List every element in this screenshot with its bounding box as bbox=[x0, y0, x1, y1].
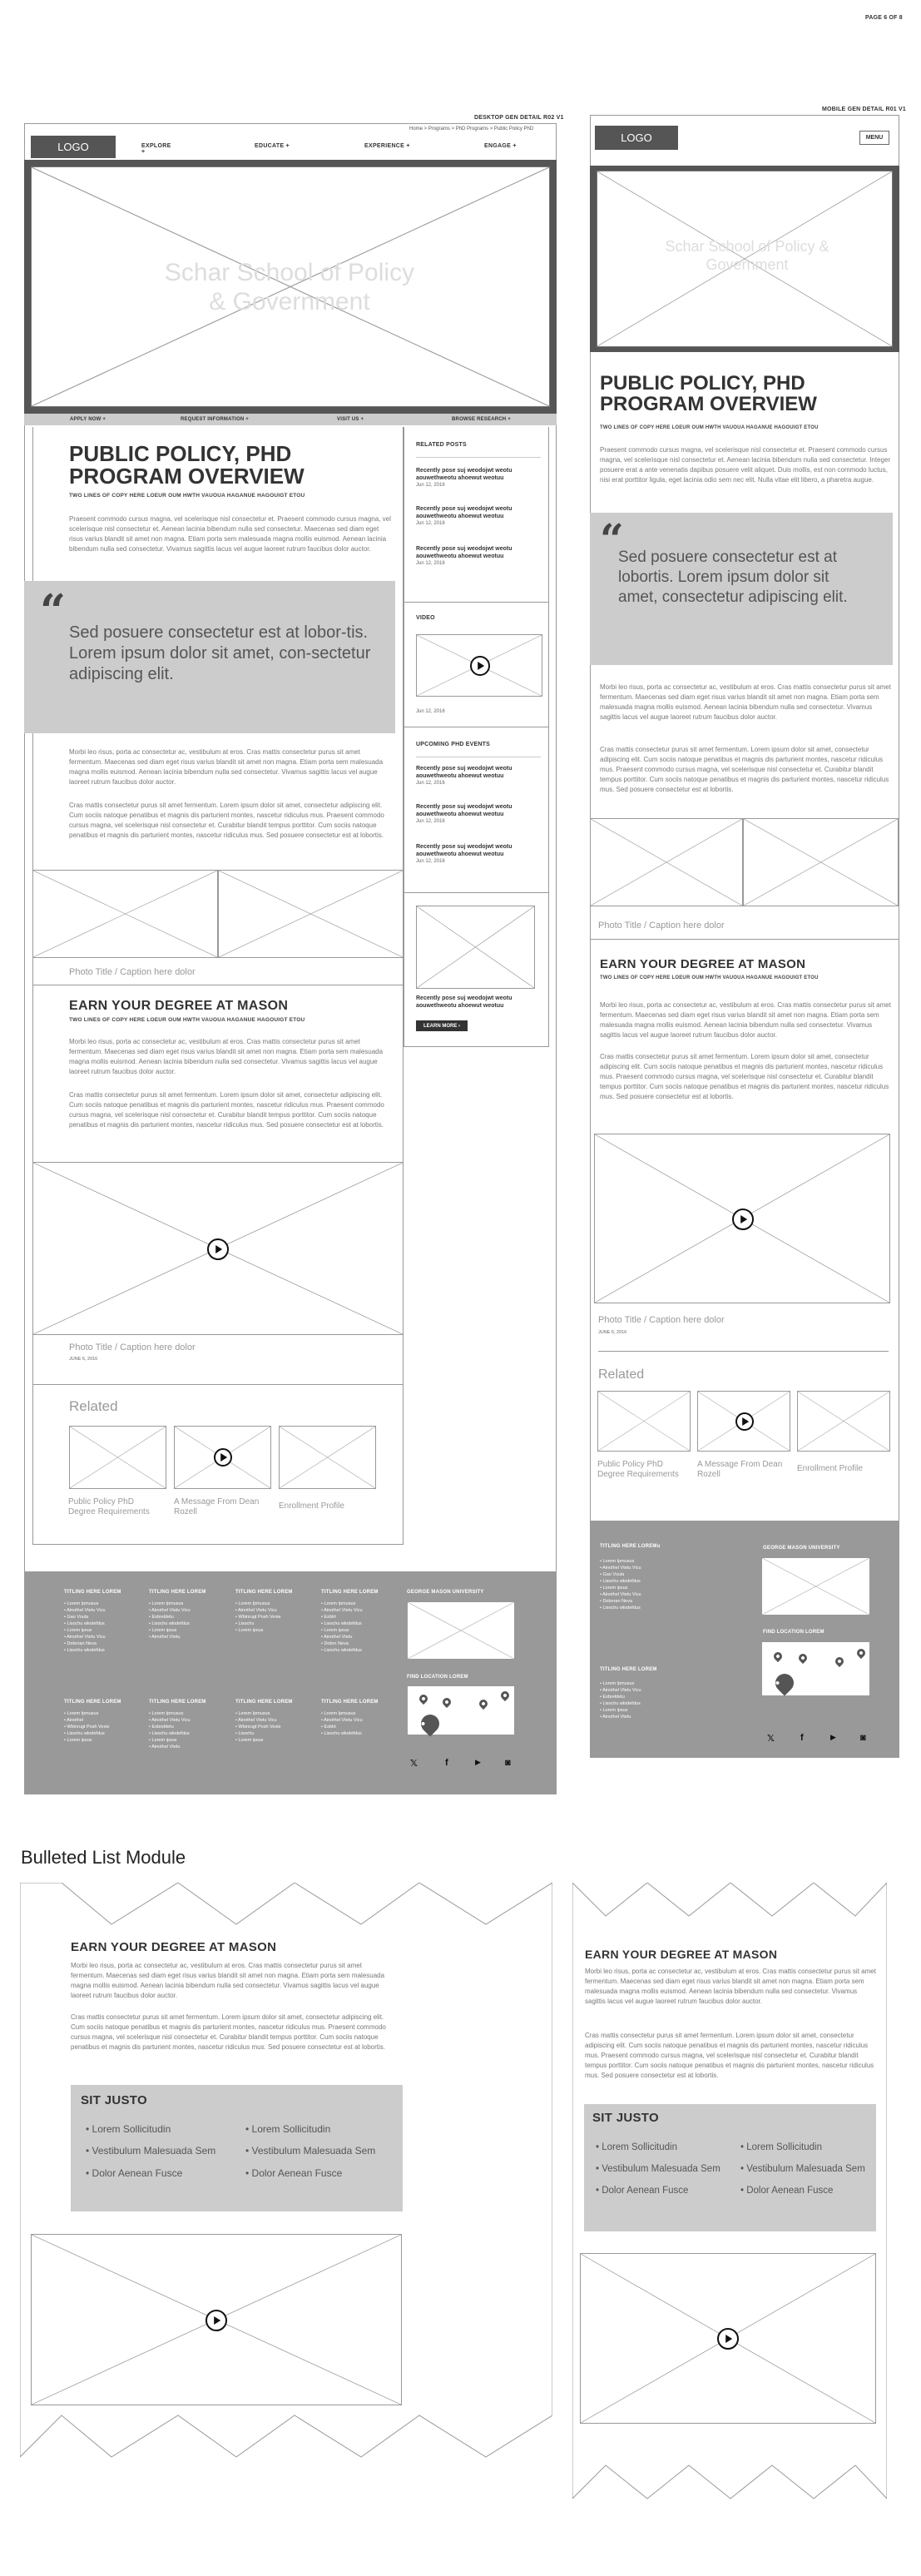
play-icon[interactable] bbox=[205, 2310, 227, 2331]
play-icon[interactable] bbox=[470, 656, 490, 676]
bl-heading: EARN YOUR DEGREE AT MASON bbox=[71, 1940, 277, 1954]
footer-column-heading: TITLING HERE LOREM bbox=[149, 1700, 206, 1705]
twitter-icon[interactable]: 𝕏 bbox=[767, 1734, 775, 1744]
quote-text: Sed posuere consectetur est at lobortis. Lorem ipsum dolor sit amet, consectetur adipiscing elit. bbox=[618, 548, 848, 606]
list-item[interactable]: • Lorem Ipmusus bbox=[600, 1681, 635, 1686]
sidebar-video[interactable] bbox=[416, 634, 542, 697]
bl-video[interactable] bbox=[31, 2234, 402, 2405]
related-label-1[interactable]: Public Policy PhD Degree Requirements bbox=[68, 1497, 150, 1516]
desktop-para2: Cras mattis consectetur purus sit amet fermentum. Lorem ipsum dolor sit amet, consectetur adipiscing elit. Cum sociis natoque penatibus et magnis dis parturient montes, nascetur ridiculus mus. Praesent commodo cursus magna, vel scelerisque nisl consectetur et. Curabitur blandit tempus porttitor. Cum sociis natoque penatibus et magnis dis parturient montes, nascetur ridiculus mus. Sed posuere consectetur est at lobortis. bbox=[69, 802, 384, 839]
youtube-icon[interactable]: ▶ bbox=[830, 1733, 836, 1741]
desktop-para1: Morbi leo risus, porta ac consectetur ac, vestibulum at eros. Cras mattis consectetur purus sit amet fermentum. Maecenas sed diam eget risus varius blandit sit amet non magna. Etiam porta sem malesuada magna mollis euismod. Aenean lacinia bibendum nulla sed consectetur. Vivamus sagittis lacus vel augue laoreet rutrum faucibus dolor auctor. bbox=[69, 748, 384, 786]
footer-link[interactable]: • Lorem Ipmusus bbox=[235, 1601, 270, 1606]
footer-column bbox=[321, 1700, 379, 1738]
mobile-heading: PUBLIC POLICY, PHD PROGRAM OVERVIEW bbox=[600, 372, 817, 416]
facebook-icon[interactable]: f bbox=[800, 1733, 804, 1743]
footer-link[interactable]: • Exbreldetu bbox=[149, 1724, 174, 1730]
footer-link[interactable]: • Ainothel Vtetu bbox=[321, 1634, 353, 1640]
quote-mark-icon: “ bbox=[600, 514, 624, 563]
mobile-image-1 bbox=[590, 818, 743, 906]
desktop-image-1 bbox=[32, 870, 218, 958]
list-item[interactable]: • Gao Voula bbox=[600, 1571, 625, 1577]
footer-link[interactable]: • Lorem Ipmusus bbox=[321, 1601, 356, 1606]
list-item[interactable]: • Lorem ipsus bbox=[600, 1707, 628, 1713]
footer-link[interactable]: • Lisochu wlodefdus bbox=[149, 1621, 190, 1626]
footer-column bbox=[64, 1590, 121, 1655]
bl-mobile-list-box bbox=[584, 2104, 876, 2231]
footer-column-heading: TITLING HERE LOREM bbox=[64, 1590, 121, 1595]
mobile-title: MOBILE GEN DETAIL R01 V1 bbox=[822, 107, 907, 112]
mobile-footer-heading-1: TITLING HERE LOREMu bbox=[600, 1544, 661, 1549]
nav-engage[interactable]: ENGAGE + bbox=[484, 143, 517, 149]
mobile-para3: Morbi leo risus, porta ac consectetur ac, vestibulum at eros. Cras mattis consectetur purus sit amet fermentum. Maecenas sed diam eget risus varius blandit sit amet non magna. Etiam porta sem malesuada magna mollis euismod. Aenean lacinia bibendum nulla sed consectetur. Vivamus sagittis lacus vel augue laoreet rutrum faucibus dolor auctor. bbox=[600, 1001, 891, 1039]
footer-link[interactable]: • Exbtrt bbox=[321, 1724, 336, 1730]
footer-link[interactable]: • Lorem ipsus bbox=[64, 1627, 92, 1633]
footer-link[interactable]: • Lorem ipsus bbox=[149, 1737, 177, 1743]
related-label-1[interactable]: Public Policy PhD Degree Requirements bbox=[597, 1460, 679, 1479]
footer-link[interactable]: • Wbinrugt Posh Vexie bbox=[235, 1724, 281, 1730]
play-icon[interactable] bbox=[732, 1209, 754, 1230]
footer-link[interactable]: • Gao Voula bbox=[64, 1614, 89, 1620]
mobile-video-date: JUNE 6, 2016 bbox=[598, 1330, 627, 1335]
mobile-quote bbox=[590, 513, 893, 665]
subnav-request[interactable]: REQUEST INFORMATION + bbox=[181, 417, 249, 422]
sidebar-event[interactable]: Recently pose suj weodojwt weotu aouwethweotu ahoewut weotuu Jun 12, 2016 bbox=[416, 804, 512, 824]
footer-link[interactable]: • Exbtrt bbox=[321, 1614, 336, 1620]
list-item[interactable]: • Vestibulum Malesuada Sem bbox=[86, 2145, 216, 2157]
footer-link[interactable]: • Ainothel Vtetu Vicu bbox=[235, 1607, 277, 1613]
footer-column-heading: TITLING HERE LOREM bbox=[64, 1700, 121, 1705]
bl-mobile-para1: Morbi leo risus, porta ac consectetur ac, vestibulum at eros. Cras mattis consectetur purus sit amet fermentum. Maecenas sed diam eget risus varius blandit sit amet non magna. Etiam porta sem malesuada magna mollis euismod. Aenean lacinia bibendum nulla sed consectetur. Vivamus sagittis lacus vel augue laoreet rutrum faucibus dolor auctor. bbox=[585, 1968, 876, 2005]
list-item[interactable]: • Lorem ipsus bbox=[600, 1585, 628, 1591]
list-item[interactable]: • Ainothel Vtetu Vicu bbox=[600, 1687, 641, 1693]
quote-mark-icon: “ bbox=[40, 584, 67, 638]
related-image-1[interactable] bbox=[597, 1391, 691, 1452]
footer-link[interactable]: • Ainothel bbox=[64, 1717, 84, 1723]
bl-mobile-video[interactable] bbox=[580, 2253, 876, 2424]
footer-link[interactable]: • Lorem Ipmusus bbox=[235, 1711, 270, 1716]
nav-explore[interactable]: EXPLORE + bbox=[141, 143, 171, 155]
footer-link[interactable]: • Ainothel Vtetu Vicu bbox=[64, 1634, 106, 1640]
footer-column bbox=[235, 1700, 293, 1745]
footer-link[interactable]: • Ainothel Vtetu Vicu bbox=[149, 1717, 191, 1723]
footer-link[interactable]: • Lorem Ipmusus bbox=[64, 1601, 99, 1606]
sidebar-promo-text: Recently pose suj weodojwt weotu aouwethweotu ahoewut weotuu bbox=[416, 995, 512, 1009]
bulleted-title: Bulleted List Module bbox=[21, 1847, 186, 1868]
footer-link[interactable]: • Lorem ipsus bbox=[149, 1627, 177, 1633]
footer-link[interactable]: • Wbinrugt Posh Vexie bbox=[235, 1614, 281, 1620]
footer-column bbox=[235, 1590, 293, 1635]
desktop-para3: Morbi leo risus, porta ac consectetur ac, vestibulum at eros. Cras mattis consectetur purus sit amet fermentum. Maecenas sed diam eget risus varius blandit sit amet non magna. Etiam porta sem malesuada magna mollis euismod. Aenean lacinia bibendum nulla sed consectetur. Vivamus sagittis lacus vel augue laoreet rutrum faucibus dolor auctor. bbox=[69, 1038, 384, 1075]
mobile-hero bbox=[590, 166, 899, 352]
sidebar-events-heading: UPCOMING PHD EVENTS bbox=[416, 742, 490, 747]
footer-column-heading: TITLING HERE LOREM bbox=[321, 1700, 379, 1705]
related-label-2[interactable]: A Message From Dean Rozell bbox=[174, 1497, 260, 1516]
footer-link[interactable]: • Ainothel Vtetu Vicu bbox=[149, 1607, 191, 1613]
play-icon[interactable] bbox=[735, 1412, 754, 1431]
breadcrumb[interactable]: Home > Programs > PhD Programs > Public Policy PhD bbox=[409, 127, 534, 132]
list-item[interactable]: • Lisochu wlodefdus bbox=[600, 1700, 641, 1706]
desktop-intro: Praesent commodo cursus magna, vel scelerisque nisl consectetur et. Praesent commodo cursus magna, vel scelerisque nisl consectetur et. Aenean lacinia bibendum nulla sed consectetur. Maecenas sed diam eget risus varius blandit sit amet non magna. Etiam porta sem malesuada magna mollis euismod. Aenean lacinia bibendum nulla sed consectetur. Vivamus sagittis lacus vel augue laoreet rutrum faucibus dolor auctor. bbox=[69, 515, 391, 553]
footer-link[interactable]: • Lisochu wlodefdus bbox=[321, 1647, 362, 1653]
bl-list-heading: SIT JUSTO bbox=[592, 2111, 659, 2125]
bl-para1: Morbi leo risus, porta ac consectetur ac, vestibulum at eros. Cras mattis consectetur purus sit amet fermentum. Maecenas sed diam eget risus varius blandit sit amet non magna. Etiam porta sem malesuada magna mollis euismod. Aenean lacinia bibendum nulla sed consectetur. Vivamus sagittis lacus vel augue laoreet rutrum faucibus dolor auctor. bbox=[71, 1962, 385, 1999]
sidebar-post[interactable]: Recently pose suj weodojwt weotu aouwethweotu ahoewut weotuu Jun 12, 2016 bbox=[416, 506, 512, 526]
bl-list-heading: SIT JUSTO bbox=[81, 2093, 147, 2107]
bl-mobile-heading: EARN YOUR DEGREE AT MASON bbox=[585, 1948, 778, 1961]
list-item[interactable]: • Ainothel Vtetu Vicu bbox=[600, 1565, 641, 1571]
page-label: PAGE 6 OF 8 bbox=[865, 15, 903, 21]
desktop-image-2 bbox=[218, 870, 404, 958]
play-icon[interactable] bbox=[717, 2328, 739, 2350]
footer-link[interactable]: • Lorem ipsus bbox=[235, 1627, 264, 1633]
desktop-subnav bbox=[24, 414, 557, 425]
desktop-heading: PUBLIC POLICY, PHD PROGRAM OVERVIEW bbox=[69, 441, 305, 489]
mobile-related-title: Related bbox=[598, 1367, 645, 1382]
desktop-earn-sub: TWO LINES OF COPY HERE LOEUR OUM HWTH VAUOUA HAGANUE HAGOUIGT ETOU bbox=[69, 1017, 305, 1023]
facebook-icon[interactable]: f bbox=[445, 1758, 448, 1768]
mobile-intro: Praesent commodo cursus magna, vel scelerisque nisl consectetur et. Praesent commodo cursus magna, vel scelerisque nisl consectetur et. Aenean lacinia bibendum nulla sed consectetur. Integer posuere erat a ante venenatis dapibus posuere velit aliquet. Duis mollis, est non commodo luctus, nisi erat porttitor ligula, eget lacinia odio sem nec elit. Nulla vitae elit libero, a pharetra augue. bbox=[600, 446, 891, 484]
list-item[interactable]: • Dolor Aenean Fusce bbox=[245, 2167, 343, 2179]
sidebar-promo-image bbox=[416, 906, 535, 989]
footer-link[interactable]: • Lorem Ipmusus bbox=[149, 1711, 184, 1716]
list-item[interactable]: • Vestibulum Malesuada Sem bbox=[596, 2164, 720, 2175]
footer-link[interactable]: • Lorem ipsus bbox=[321, 1627, 349, 1633]
footer-link[interactable]: • Lisochu wlodefdus bbox=[149, 1730, 190, 1736]
footer-link[interactable]: • Lisochu bbox=[235, 1730, 255, 1736]
footer-link[interactable]: • Ainothel Vtetu Vicu bbox=[235, 1717, 277, 1723]
youtube-icon[interactable]: ▶ bbox=[475, 1758, 481, 1766]
footer-gmu-image bbox=[761, 1557, 870, 1616]
instagram-icon[interactable]: ◙ bbox=[860, 1733, 866, 1743]
related-image-3[interactable] bbox=[279, 1426, 376, 1489]
play-icon[interactable] bbox=[214, 1448, 232, 1467]
desktop-title: DESKTOP GEN DETAIL R02 V1 bbox=[474, 115, 564, 121]
mobile-footer bbox=[590, 1521, 899, 1758]
list-item[interactable]: • Vestibulum Malesuada Sem bbox=[740, 2164, 865, 2175]
footer-column-heading: TITLING HERE LOREM bbox=[321, 1590, 379, 1595]
list-item[interactable]: • Vestibulum Malesuada Sem bbox=[245, 2145, 376, 2157]
footer-link[interactable]: • Ainothel Vtetu Vicu bbox=[64, 1607, 106, 1613]
list-item[interactable]: • Dolor Aenean Fusce bbox=[740, 2186, 834, 2196]
footer-link[interactable]: • Ainothel Vtetu Vicu bbox=[321, 1717, 363, 1723]
footer-link[interactable]: • Doboran Neva bbox=[64, 1640, 97, 1646]
play-icon[interactable] bbox=[207, 1238, 229, 1260]
mobile-para4: Cras mattis consectetur purus sit amet fermentum. Lorem ipsum dolor sit amet, consectetur adipiscing elit. Cum sociis natoque penatibus et magnis dis parturient montes, nascetur ridiculus mus. Praesent commodo cursus magna, vel scelerisque nisl consectetur et. Curabitur blandit tempus porttitor. Cum sociis natoque penatibus et magnis dis parturient montes, nascetur ridiculus mus. Sed posuere consectetur est at lobortis. bbox=[600, 1053, 889, 1100]
learn-more-button[interactable]: LEARN MORE › bbox=[416, 1020, 468, 1031]
mobile-video[interactable] bbox=[594, 1134, 890, 1303]
subnav-apply[interactable]: APPLY NOW + bbox=[70, 417, 106, 422]
footer-column bbox=[149, 1590, 206, 1641]
sidebar-video-heading: VIDEO bbox=[416, 615, 435, 621]
bl-para2: Cras mattis consectetur purus sit amet fermentum. Lorem ipsum dolor sit amet, consectetur adipiscing elit. Cum sociis natoque penatibus et magnis dis parturient montes, nascetur ridiculus mus. Praesent commodo cursus magna, vel scelerisque nisl consectetur et. Curabitur blandit tempus porttitor. Cum sociis natoque penatibus et magnis dis parturient montes, nascetur ridiculus mus. Sed posuere consectetur est at lobortis. bbox=[71, 2013, 386, 2051]
mobile-image-2 bbox=[743, 818, 899, 906]
list-item[interactable]: • Lorem Sollicitudin bbox=[596, 2142, 677, 2152]
footer-column bbox=[321, 1590, 379, 1655]
related-label-2[interactable]: A Message From Dean Rozell bbox=[697, 1460, 783, 1479]
desktop-hero bbox=[24, 160, 557, 414]
mobile-footer-heading-2: TITLING HERE LOREM bbox=[600, 1667, 657, 1672]
nav-experience[interactable]: EXPERIENCE + bbox=[364, 143, 410, 149]
mobile-subheading: TWO LINES OF COPY HERE LOEUR OUM HWTH VAUOUA HAGANUE HAGOUIGT ETOU bbox=[600, 425, 819, 430]
footer-link[interactable]: • Lorem Ipmusus bbox=[64, 1711, 99, 1716]
related-image-2[interactable] bbox=[697, 1391, 790, 1452]
list-item[interactable]: • Lisochu wlodefdus bbox=[600, 1578, 641, 1584]
footer-link[interactable]: • Lorem ipsus bbox=[235, 1737, 264, 1743]
footer-find-heading: FIND LOCATION LOREM bbox=[407, 1675, 468, 1680]
sidebar-event[interactable]: Recently pose suj weodojwt weotu aouwethweotu ahoewut weotuu Jun 12, 2016 bbox=[416, 766, 512, 786]
mobile-logo[interactable]: LOGO bbox=[595, 126, 678, 150]
location-pin-icon bbox=[417, 1710, 443, 1736]
list-item[interactable]: • Ainothel Vtetu Vicu bbox=[600, 1591, 641, 1597]
subnav-visit[interactable]: VISIT US + bbox=[337, 417, 364, 422]
footer-column-heading: TITLING HERE LOREM bbox=[235, 1590, 293, 1595]
footer-gmu-heading: GEORGE MASON UNIVERSITY bbox=[407, 1590, 484, 1595]
bl-mobile-para2: Cras mattis consectetur purus sit amet fermentum. Lorem ipsum dolor sit amet, consectetur adipiscing elit. Cum sociis natoque penatibus et magnis dis parturient montes, nascetur ridiculus mus. Praesent commodo cursus magna, vel scelerisque nisl consectetur et. Curabitur blandit tempus porttitor. Cum sociis natoque penatibus et magnis dis parturient montes, nascetur ridiculus mus. Sed posuere consectetur est at lobortis. bbox=[585, 2032, 874, 2079]
footer-map[interactable] bbox=[407, 1685, 515, 1735]
sidebar-post[interactable]: Recently pose suj weodojwt weotu aouwethweotu ahoewut weotuu Jun 12, 2016 bbox=[416, 468, 512, 488]
related-image-1[interactable] bbox=[69, 1426, 166, 1489]
sidebar-event[interactable]: Recently pose suj weodojwt weotu aouwethweotu ahoewut weotuu Jun 12, 2016 bbox=[416, 844, 512, 864]
footer-column-heading: TITLING HERE LOREM bbox=[235, 1700, 293, 1705]
desktop-subheading: TWO LINES OF COPY HERE LOEUR OUM HWTH VAUOUA HAGANUE HAGOUIGT ETOU bbox=[69, 493, 305, 499]
footer-link[interactable]: • Ainothel Vtetu Vicu bbox=[321, 1607, 363, 1613]
footer-column bbox=[149, 1700, 206, 1751]
sidebar-post[interactable]: Recently pose suj weodojwt weotu aouwethweotu ahoewut weotuu Jun 12, 2016 bbox=[416, 546, 512, 566]
footer-link[interactable]: • Lisochu wlodefdus bbox=[64, 1730, 105, 1736]
related-label-3[interactable]: Enrollment Profile bbox=[279, 1501, 344, 1511]
desktop-video-caption: Photo Title / Caption here dolor bbox=[69, 1343, 196, 1353]
subnav-research[interactable]: BROWSE RESEARCH + bbox=[452, 417, 511, 422]
footer-column bbox=[64, 1700, 121, 1745]
mobile-para2: Cras mattis consectetur purus sit amet fermentum. Lorem ipsum dolor sit amet, consectetur adipiscing elit. Cum sociis natoque penatibus et magnis dis parturient montes, nascetur ridiculus mus. Praesent commodo cursus magna, vel scelerisque nisl consectetur et. Curabitur blandit tempus porttitor. Cum sociis natoque penatibus et magnis dis parturient montes, nascetur ridiculus mus. Sed posuere consectetur est at lobortis. bbox=[600, 746, 889, 793]
desktop-video-date: JUNE 6, 2016 bbox=[69, 1357, 98, 1362]
footer-link[interactable]: • Lisochu wlodefdus bbox=[64, 1621, 105, 1626]
hero-text: Schar School of Policy & Government bbox=[665, 238, 829, 273]
list-item[interactable]: • Doboran Neva bbox=[600, 1598, 632, 1604]
desktop-related-title: Related bbox=[69, 1398, 118, 1414]
footer-link[interactable]: • Lisochu wlodefdus bbox=[321, 1730, 362, 1736]
footer-link[interactable]: • Wbinrugt Posh Vexie bbox=[64, 1724, 110, 1730]
list-item[interactable]: • Dolor Aenean Fusce bbox=[596, 2186, 689, 2196]
footer-gmu-image bbox=[407, 1601, 515, 1660]
footer-link[interactable]: • Lorem ipsus bbox=[64, 1737, 92, 1743]
footer-find-heading: FIND LOCATION LOREM bbox=[763, 1630, 824, 1635]
list-item[interactable]: • Lorem Ipmusus bbox=[600, 1559, 635, 1564]
hero-text: Schar School of Policy & Government bbox=[164, 259, 415, 315]
instagram-icon[interactable]: ◙ bbox=[505, 1758, 511, 1768]
mobile-photo-caption: Photo Title / Caption here dolor bbox=[598, 921, 725, 931]
list-item[interactable]: • Ainothel Vtetu bbox=[600, 1714, 631, 1720]
list-item[interactable]: • Lisochu wlodefdus bbox=[600, 1605, 641, 1611]
footer-column-heading: TITLING HERE LOREM bbox=[149, 1590, 206, 1595]
mobile-earn-heading: EARN YOUR DEGREE AT MASON bbox=[600, 957, 806, 971]
desktop-para4: Cras mattis consectetur purus sit amet fermentum. Lorem ipsum dolor sit amet, consectetur adipiscing elit. Cum sociis natoque penatibus et magnis dis parturient montes, nascetur ridiculus mus. Praesent commodo cursus magna, vel scelerisque nisl consectetur et. Curabitur blandit tempus porttitor. Cum sociis natoque penatibus et magnis dis parturient montes, nascetur ridiculus mus. Sed posuere consectetur est at lobortis. bbox=[69, 1091, 384, 1129]
list-item[interactable]: • Lorem Sollicitudin bbox=[245, 2123, 331, 2135]
footer-map[interactable] bbox=[761, 1641, 870, 1696]
related-image-3[interactable] bbox=[797, 1391, 890, 1452]
bl-list-box bbox=[71, 2085, 403, 2211]
footer-link[interactable]: • Ainothel Vtetu bbox=[149, 1634, 181, 1640]
twitter-icon[interactable]: 𝕏 bbox=[410, 1759, 418, 1769]
desktop-photo-caption: Photo Title / Caption here dolor bbox=[69, 967, 196, 977]
desktop-logo[interactable]: LOGO bbox=[31, 136, 116, 158]
list-item[interactable]: • Exbreldetu bbox=[600, 1694, 625, 1700]
related-image-2[interactable] bbox=[174, 1426, 271, 1489]
list-item[interactable]: • Lorem Sollicitudin bbox=[86, 2123, 171, 2135]
footer-link[interactable]: • Lisochu bbox=[235, 1621, 255, 1626]
mobile-para1: Morbi leo risus, porta ac consectetur ac, vestibulum at eros. Cras mattis consectetur purus sit amet fermentum. Maecenas sed diam eget risus varius blandit sit amet non magna. Etiam porta sem malesuada magna mollis euismod. Aenean lacinia bibendum nulla sed consectetur. Vivamus sagittis lacus vel augue laoreet rutrum faucibus dolor auctor. bbox=[600, 683, 891, 721]
menu-button[interactable]: MENU bbox=[859, 131, 889, 145]
mobile-earn-sub: TWO LINES OF COPY HERE LOEUR OUM HWTH VAUOUA HAGANUE HAGOUIGT ETOU bbox=[600, 975, 819, 980]
mobile-video-caption: Photo Title / Caption here dolor bbox=[598, 1315, 725, 1325]
footer-link[interactable]: • Lorem Ipmusus bbox=[149, 1601, 184, 1606]
sidebar-video-date: Jun 12, 2016 bbox=[416, 709, 445, 714]
list-item[interactable]: • Dolor Aenean Fusce bbox=[86, 2167, 183, 2179]
footer-link[interactable]: • Exbreldetu bbox=[149, 1614, 174, 1620]
footer-link[interactable]: • Lisochu wlodefdus bbox=[64, 1647, 105, 1653]
footer-link[interactable]: • Lorem Ipmusus bbox=[321, 1711, 356, 1716]
location-pin-icon bbox=[771, 1670, 797, 1695]
footer-link[interactable]: • Dobrn Neva bbox=[321, 1640, 349, 1646]
nav-educate[interactable]: EDUCATE + bbox=[255, 143, 290, 149]
footer-gmu-heading: GEORGE MASON UNIVERSITY bbox=[763, 1546, 840, 1551]
quote-text: Sed posuere consectetur est at lobor-tis. Lorem ipsum dolor sit amet, con-sectetur adipiscing elit. bbox=[69, 623, 371, 683]
sidebar-related-posts-heading: RELATED POSTS bbox=[416, 442, 467, 448]
desktop-earn-heading: EARN YOUR DEGREE AT MASON bbox=[69, 999, 289, 1013]
desktop-quote bbox=[24, 581, 395, 733]
footer-link[interactable]: • Ainothel Vtetu bbox=[149, 1744, 181, 1750]
desktop-video[interactable] bbox=[32, 1162, 404, 1335]
footer-link[interactable]: • Lisochu wlodefdus bbox=[321, 1621, 362, 1626]
related-label-3[interactable]: Enrollment Profile bbox=[797, 1464, 863, 1473]
list-item[interactable]: • Lorem Sollicitudin bbox=[740, 2142, 822, 2152]
